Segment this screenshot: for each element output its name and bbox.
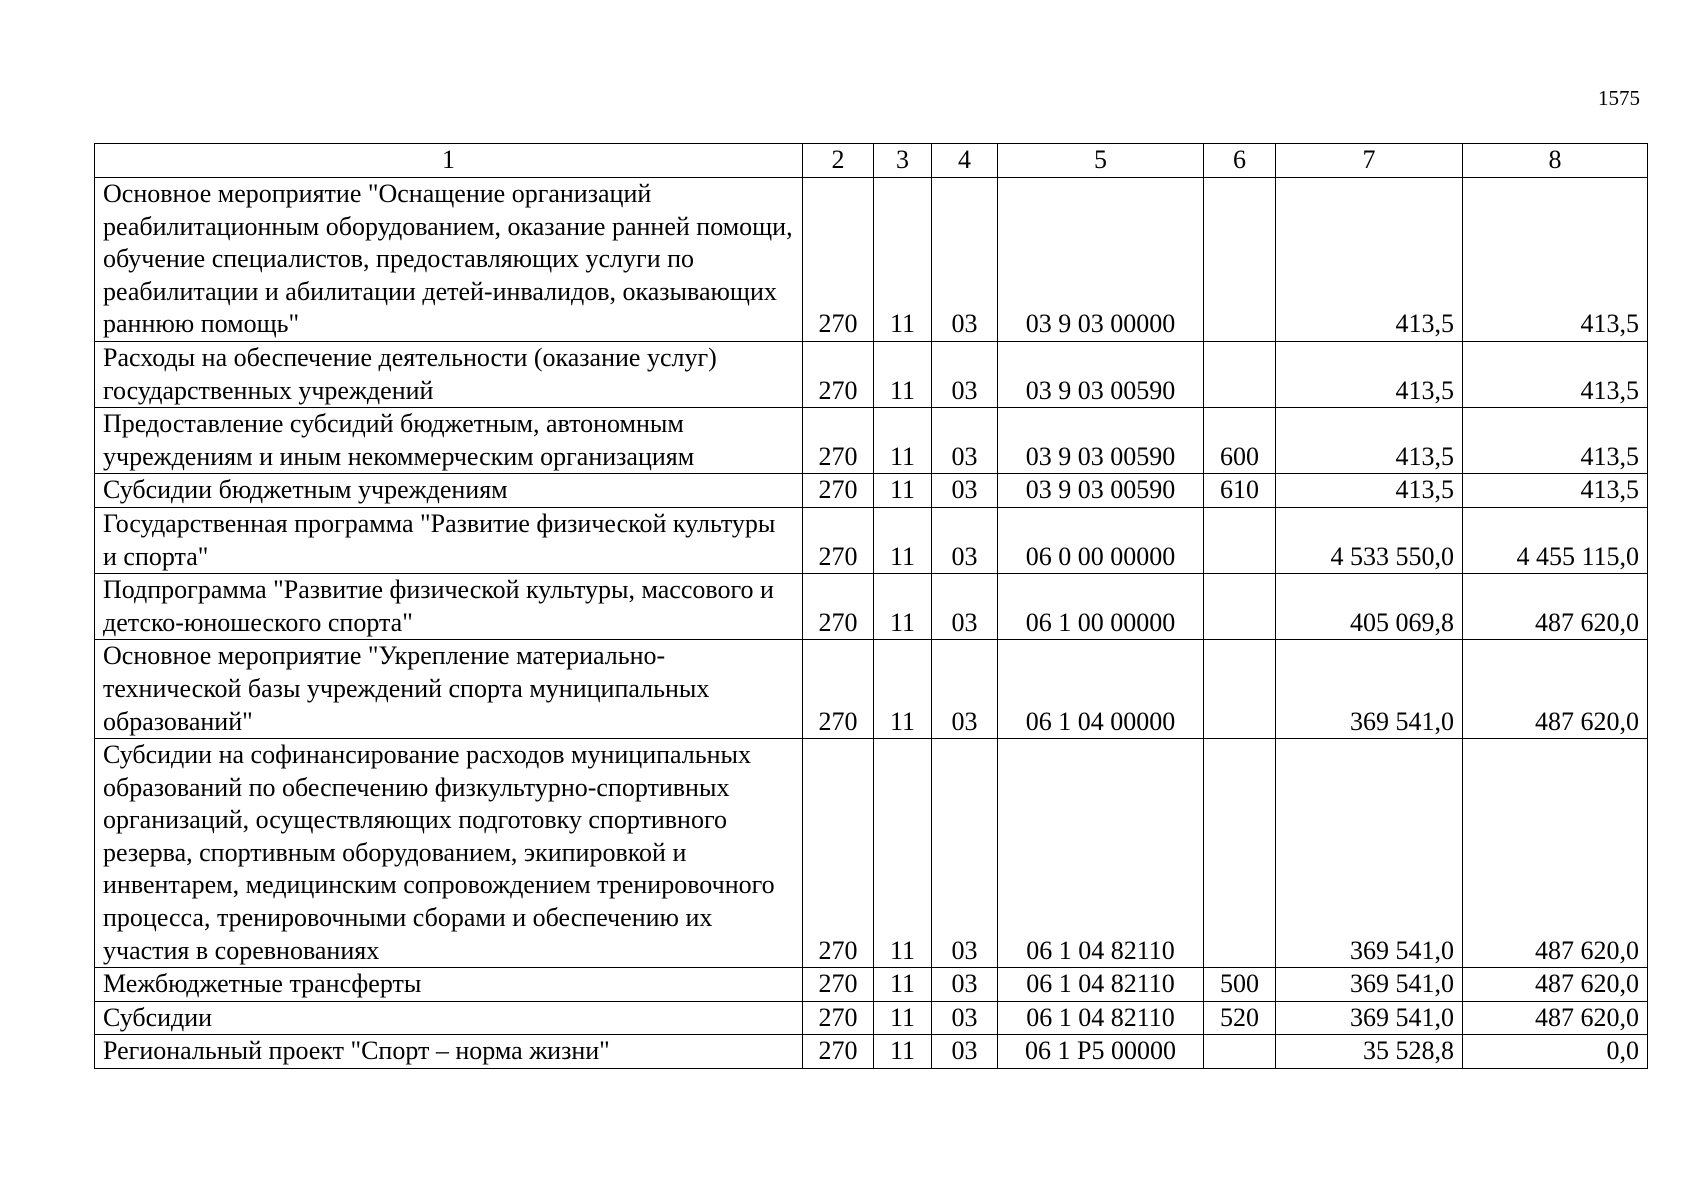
subsection-code: 03 xyxy=(932,1001,998,1035)
amount-col8: 413,5 xyxy=(1463,341,1648,407)
table-row xyxy=(95,507,1648,573)
item-name: Региональный проект "Спорт – норма жизни" xyxy=(95,1035,803,1069)
target-article-code: 03 9 03 00000 xyxy=(998,178,1204,342)
section-code: 11 xyxy=(874,574,932,640)
amount-col7: 369 541,0 xyxy=(1276,1001,1463,1035)
amount-col7: 413,5 xyxy=(1276,408,1463,474)
amount-col7: 4 533 550,0 xyxy=(1276,507,1463,573)
ministry-code: 270 xyxy=(803,968,874,1002)
ministry-code: 270 xyxy=(803,341,874,407)
expense-type-code xyxy=(1204,1035,1276,1069)
table-header-row xyxy=(95,144,1648,178)
expense-type-code xyxy=(1204,640,1276,739)
amount-col7: 405 069,8 xyxy=(1276,574,1463,640)
item-name: Субсидии xyxy=(95,1001,803,1035)
item-name: Межбюджетные трансферты xyxy=(95,968,803,1002)
section-code: 11 xyxy=(874,341,932,407)
amount-col7: 413,5 xyxy=(1276,341,1463,407)
amount-col7: 413,5 xyxy=(1276,178,1463,342)
item-name: Субсидии на софинансирование расходов муниципальных образований по обеспечению физкультурно-спортивных организаций, осуществляющих подготовку спортивного резерва, спортивным оборудованием, экипировкой и инвентарем, медицинским сопровождением тренировочного процесса, тренировочными сборами и обеспечению их участия в соревнованиях xyxy=(95,739,803,968)
item-name: Предоставление субсидий бюджетным, автономным учреждениям и иным некоммерческим организациям xyxy=(95,408,803,474)
table-row xyxy=(95,1001,1648,1035)
target-article-code: 06 1 04 82110 xyxy=(998,739,1204,968)
target-article-code: 06 1 00 00000 xyxy=(998,574,1204,640)
section-code: 11 xyxy=(874,968,932,1002)
amount-col7: 369 541,0 xyxy=(1276,739,1463,968)
target-article-code: 06 1 04 82110 xyxy=(998,1001,1204,1035)
amount-col7: 413,5 xyxy=(1276,474,1463,508)
ministry-code: 270 xyxy=(803,507,874,573)
ministry-code: 270 xyxy=(803,574,874,640)
item-name: Расходы на обеспечение деятельности (оказание услуг) государственных учреждений xyxy=(95,341,803,407)
ministry-code: 270 xyxy=(803,178,874,342)
table-row xyxy=(95,1035,1648,1069)
amount-col8: 487 620,0 xyxy=(1463,1001,1648,1035)
column-header: 4 xyxy=(932,144,998,178)
item-name: Государственная программа "Развитие физической культуры и спорта" xyxy=(95,507,803,573)
subsection-code: 03 xyxy=(932,474,998,508)
subsection-code: 03 xyxy=(932,640,998,739)
section-code: 11 xyxy=(874,739,932,968)
section-code: 11 xyxy=(874,507,932,573)
subsection-code: 03 xyxy=(932,968,998,1002)
amount-col8: 0,0 xyxy=(1463,1035,1648,1069)
section-code: 11 xyxy=(874,1035,932,1069)
table-row xyxy=(95,739,1648,968)
amount-col7: 35 528,8 xyxy=(1276,1035,1463,1069)
table-row xyxy=(95,178,1648,342)
table-row xyxy=(95,968,1648,1002)
target-article-code: 06 1 04 00000 xyxy=(998,640,1204,739)
table-row xyxy=(95,574,1648,640)
section-code: 11 xyxy=(874,178,932,342)
target-article-code: 06 0 00 00000 xyxy=(998,507,1204,573)
subsection-code: 03 xyxy=(932,341,998,407)
column-header: 6 xyxy=(1204,144,1276,178)
target-article-code: 03 9 03 00590 xyxy=(998,341,1204,407)
subsection-code: 03 xyxy=(932,574,998,640)
expense-type-code xyxy=(1204,341,1276,407)
table-row xyxy=(95,640,1648,739)
amount-col8: 413,5 xyxy=(1463,178,1648,342)
expense-type-code: 500 xyxy=(1204,968,1276,1002)
subsection-code: 03 xyxy=(932,1035,998,1069)
target-article-code: 03 9 03 00590 xyxy=(998,408,1204,474)
expense-type-code: 600 xyxy=(1204,408,1276,474)
amount-col8: 4 455 115,0 xyxy=(1463,507,1648,573)
item-name: Основное мероприятие "Укрепление материально-технической базы учреждений спорта муниципальных образований" xyxy=(95,640,803,739)
column-header: 7 xyxy=(1276,144,1463,178)
amount-col8: 413,5 xyxy=(1463,408,1648,474)
amount-col7: 369 541,0 xyxy=(1276,968,1463,1002)
ministry-code: 270 xyxy=(803,408,874,474)
amount-col8: 487 620,0 xyxy=(1463,739,1648,968)
budget-table xyxy=(94,143,1648,1069)
column-header: 8 xyxy=(1463,144,1648,178)
section-code: 11 xyxy=(874,1001,932,1035)
ministry-code: 270 xyxy=(803,1035,874,1069)
section-code: 11 xyxy=(874,474,932,508)
expense-type-code: 610 xyxy=(1204,474,1276,508)
ministry-code: 270 xyxy=(803,474,874,508)
ministry-code: 270 xyxy=(803,640,874,739)
column-header: 2 xyxy=(803,144,874,178)
amount-col7: 369 541,0 xyxy=(1276,640,1463,739)
amount-col8: 413,5 xyxy=(1463,474,1648,508)
page-number: 1575 xyxy=(1598,86,1640,110)
subsection-code: 03 xyxy=(932,408,998,474)
table-row xyxy=(95,341,1648,407)
item-name: Основное мероприятие "Оснащение организаций реабилитационным оборудованием, оказание ранней помощи, обучение специалистов, предоставляющих услуги по реабилитации и абилитации детей-инвалидов, оказывающих раннюю помощь" xyxy=(95,178,803,342)
subsection-code: 03 xyxy=(932,178,998,342)
subsection-code: 03 xyxy=(932,507,998,573)
table-row xyxy=(95,474,1648,508)
expense-type-code: 520 xyxy=(1204,1001,1276,1035)
target-article-code: 06 1 04 82110 xyxy=(998,968,1204,1002)
item-name: Подпрограмма "Развитие физической культуры, массового и детско-юношеского спорта" xyxy=(95,574,803,640)
subsection-code: 03 xyxy=(932,739,998,968)
table-row xyxy=(95,408,1648,474)
amount-col8: 487 620,0 xyxy=(1463,574,1648,640)
column-header: 3 xyxy=(874,144,932,178)
column-header: 5 xyxy=(998,144,1204,178)
amount-col8: 487 620,0 xyxy=(1463,640,1648,739)
item-name: Субсидии бюджетным учреждениям xyxy=(95,474,803,508)
expense-type-code xyxy=(1204,178,1276,342)
target-article-code: 03 9 03 00590 xyxy=(998,474,1204,508)
section-code: 11 xyxy=(874,408,932,474)
amount-col8: 487 620,0 xyxy=(1463,968,1648,1002)
ministry-code: 270 xyxy=(803,1001,874,1035)
expense-type-code xyxy=(1204,507,1276,573)
target-article-code: 06 1 P5 00000 xyxy=(998,1035,1204,1069)
expense-type-code xyxy=(1204,574,1276,640)
ministry-code: 270 xyxy=(803,739,874,968)
section-code: 11 xyxy=(874,640,932,739)
column-header: 1 xyxy=(95,144,803,178)
expense-type-code xyxy=(1204,739,1276,968)
